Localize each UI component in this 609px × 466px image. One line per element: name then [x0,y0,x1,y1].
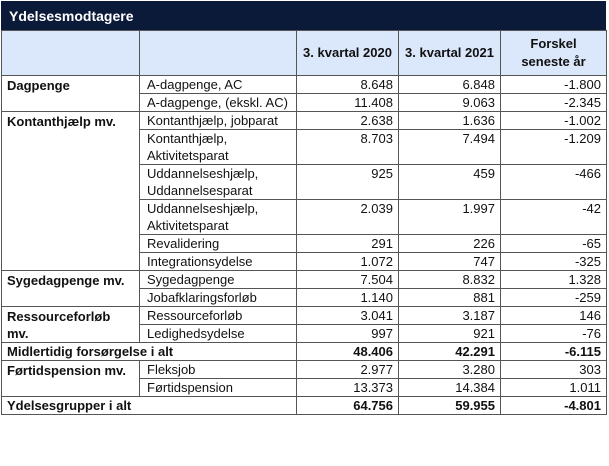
cell-2021: 226 [399,235,501,253]
cell-2020: 8.703 [297,130,399,165]
grand-total-2020: 64.756 [297,397,399,415]
row-label: Integrationsydelse [140,253,297,271]
row-label: Uddannelseshjælp, Uddannelsesparat [140,165,297,200]
grand-total-diff: -4.801 [501,397,607,415]
subtotal-2021: 42.291 [399,343,501,361]
cell-2020: 2.039 [297,200,399,235]
cell-diff: -1.002 [501,112,607,130]
row-label: Kontanthjælp, jobparat [140,112,297,130]
cell-2020: 11.408 [297,94,399,112]
table-row [2,307,607,325]
cell-2020: 925 [297,165,399,200]
row-label: Revalidering [140,235,297,253]
grand-total-2021: 59.955 [399,397,501,415]
row-label: Ledighedsydelse [140,325,297,343]
header-q3-2021: 3. kvartal 2021 [399,31,501,76]
subtotal-diff: -6.115 [501,343,607,361]
cell-diff: 1.011 [501,379,607,397]
group-label-ressourceforloeb: Ressourceforløb mv. [2,307,140,343]
data-table-container [1,1,606,415]
cell-2020: 291 [297,235,399,253]
cell-diff: 1.328 [501,271,607,289]
cell-diff: -466 [501,165,607,200]
cell-diff: 146 [501,307,607,325]
cell-diff: -1.209 [501,130,607,165]
cell-2021: 8.832 [399,271,501,289]
group-label-foertidspension: Førtidspension mv. [2,361,140,397]
subtotal-row [2,343,607,361]
header-category-blank [140,31,297,76]
cell-2021: 459 [399,165,501,200]
cell-diff: -325 [501,253,607,271]
cell-diff: -259 [501,289,607,307]
row-label: Førtidspension [140,379,297,397]
cell-diff: -76 [501,325,607,343]
cell-2020: 1.072 [297,253,399,271]
cell-2020: 3.041 [297,307,399,325]
table-row [2,271,607,289]
cell-2021: 6.848 [399,76,501,94]
cell-2020: 8.648 [297,76,399,94]
row-label: Uddannelseshjælp, Aktivitetsparat [140,200,297,235]
cell-2020: 2.638 [297,112,399,130]
cell-diff: -1.800 [501,76,607,94]
benefits-table [1,30,607,415]
row-label: Jobafklaringsforløb [140,289,297,307]
cell-2021: 747 [399,253,501,271]
header-row [2,31,607,76]
cell-2020: 7.504 [297,271,399,289]
row-label: Sygedagpenge [140,271,297,289]
table-row [2,76,607,94]
cell-diff: -2.345 [501,94,607,112]
group-label-sygedagpenge: Sygedagpenge mv. [2,271,140,307]
cell-diff: 303 [501,361,607,379]
row-label: A-dagpenge, (ekskl. AC) [140,94,297,112]
cell-2021: 881 [399,289,501,307]
table-title: Ydelsesmodtagere [1,1,606,30]
row-label: Fleksjob [140,361,297,379]
table-row [2,361,607,379]
cell-2021: 3.280 [399,361,501,379]
cell-2021: 7.494 [399,130,501,165]
row-label: A-dagpenge, AC [140,76,297,94]
group-label-dagpenge: Dagpenge [2,76,140,112]
cell-2020: 2.977 [297,361,399,379]
header-difference: Forskel seneste år [501,31,607,76]
grand-total-row [2,397,607,415]
cell-2021: 1.636 [399,112,501,130]
subtotal-label: Midlertidig forsørgelse i alt [2,343,297,361]
table-row [2,112,607,130]
cell-2021: 3.187 [399,307,501,325]
cell-diff: -65 [501,235,607,253]
cell-2021: 921 [399,325,501,343]
header-q3-2020: 3. kvartal 2020 [297,31,399,76]
grand-total-label: Ydelsesgrupper i alt [2,397,297,415]
cell-2021: 1.997 [399,200,501,235]
cell-diff: -42 [501,200,607,235]
cell-2021: 9.063 [399,94,501,112]
cell-2021: 14.384 [399,379,501,397]
row-label: Kontanthjælp, Aktivitetsparat [140,130,297,165]
header-group-blank [2,31,140,76]
group-label-kontanthjaelp: Kontanthjælp mv. [2,112,140,271]
cell-2020: 997 [297,325,399,343]
subtotal-2020: 48.406 [297,343,399,361]
cell-2020: 13.373 [297,379,399,397]
cell-2020: 1.140 [297,289,399,307]
row-label: Ressourceforløb [140,307,297,325]
